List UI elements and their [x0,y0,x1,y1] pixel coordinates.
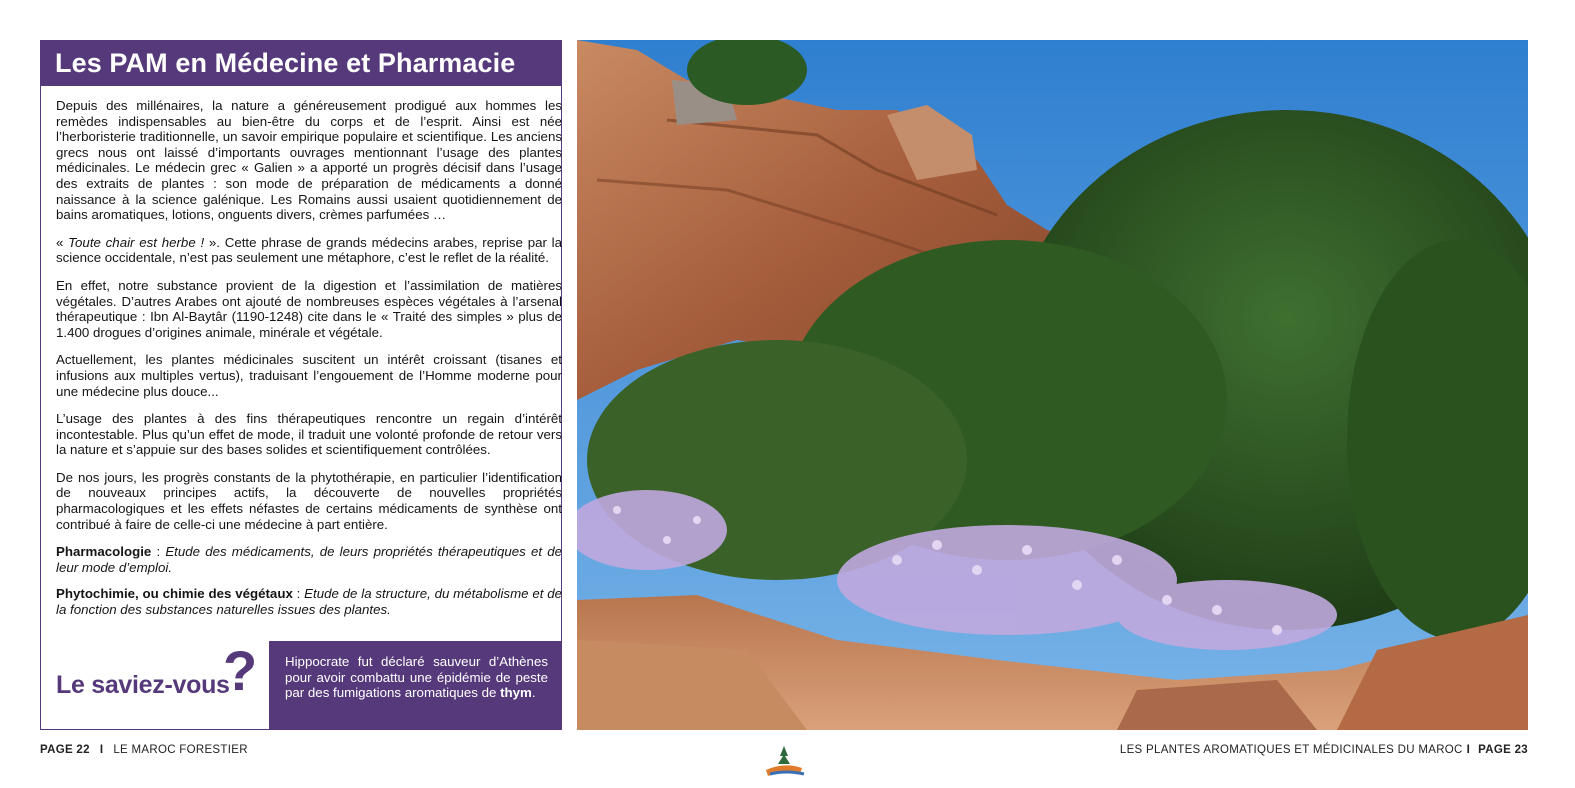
quote-rest: ». Cette phrase de grands médecins arabes, reprise par la science occidentale, n’est pas seulement une métaphore, c’est le reflet de la réalité. [56,234,563,266]
fact-bold: thym [500,685,532,701]
did-you-know-label: Le saviez-vous [56,671,230,699]
paragraph-4: L’usage des plantes à des fins thérapeutiques rencontre un regain d’intérêt incontestable. Plus qu’un effet de mode, il traduit une volonté profonde de retour vers la nature et s’appuie sur des bases solides et scientifiquement contrôlées. [56,411,562,458]
paragraph-2: En effet, notre substance provient de la digestion et l’assimilation de matières végétales. D’autres Arabes ont ajouté de nombreuses espèces végétales à l’arsenal thérapeutique : Ibn Al-Baytâr (1190-1248) cite dans le « Traité des simples » plus de 1.400 drogues d’origines animale, minérale et végétale. [56,277,562,340]
page-number-right: PAGE 23 [1478,744,1528,756]
definition-term: Pharmacologie [56,544,152,560]
paragraph-quote [56,235,562,266]
footer-right-title: LES PLANTES AROMATIQUES ET MÉDICINALES DU MAROC [1119,744,1463,756]
fact-end: . [531,685,536,701]
paragraph-5: De nos jours, les progrès constants de la phytothérapie, en particulier l’identification de nouveaux principes actifs, la découverte de nouvelles propriétés pharmacologiques et les effets néfastes de certains médicaments de synthèse ont contribué à faire de celle-ci une médecine à part entière. [56,469,562,532]
footer-left [40,744,248,756]
did-you-know-heading [41,641,269,729]
quote-italic: Toute chair est herbe ! [68,234,205,250]
landscape-photo [577,40,1528,730]
definition-phytochimie [56,586,562,617]
quote-open: « [56,234,69,250]
definition-text: Etude des médicaments, de leurs propriétés thérapeutiques et de leur mode d’emploi. [56,544,562,575]
definition-sep: : [151,544,166,560]
footer-separator: I [1466,744,1471,756]
definition-term: Phytochimie, ou chimie des végétaux [56,586,293,602]
did-you-know-fact [269,641,562,729]
footer-right [1120,744,1528,756]
definition-sep: : [292,586,305,602]
article-panel [40,40,562,730]
page-number-left: PAGE 22 [40,744,90,756]
definition-text: Etude de la structure, du métabolisme et de la fonction des substances naturelles issues des plantes. [56,586,562,618]
definition-pharmacologie [56,544,562,575]
forest-logo-icon [760,744,808,780]
article-body [56,98,562,629]
footer-separator: I [99,744,104,756]
footer-left-title: LE MAROC FORESTIER [113,744,248,756]
paragraph-1: Depuis des millénaires, la nature a généreusement prodigué aux hommes les remèdes indispensables au bien-être du corps et de l’esprit. Ainsi est née l’herboristerie traditionnelle, un savoir empirique populaire et scientifique. Les anciens grecs nous ont laissé d’importants ouvrages mentionnant l’usage des plantes médicinales. Le médecin grec « Galien » a apporté un progrès décisif dans l’usage des extraits de plantes : son mode de préparation de médicaments a donné naissance à la science galénique. Les Romains aussi usaient quotidiennement de bains aromatiques, lotions, onguents divers, crèmes parfumées … [56,98,562,223]
question-mark-icon: ? [223,639,258,702]
fact-text: Hippocrate fut déclaré sauveur d’Athènes pour avoir combattu une épidémie de peste par des fumigations aromatiques de [285,654,548,701]
paragraph-3: Actuellement, les plantes médicinales suscitent un intérêt croissant (tisanes et infusions aux multiples vertus), traduisant l’engouement de l’Homme moderne pour une médecine plus douce... [56,352,562,399]
article-title: Les PAM en Médecine et Pharmacie [41,41,561,86]
